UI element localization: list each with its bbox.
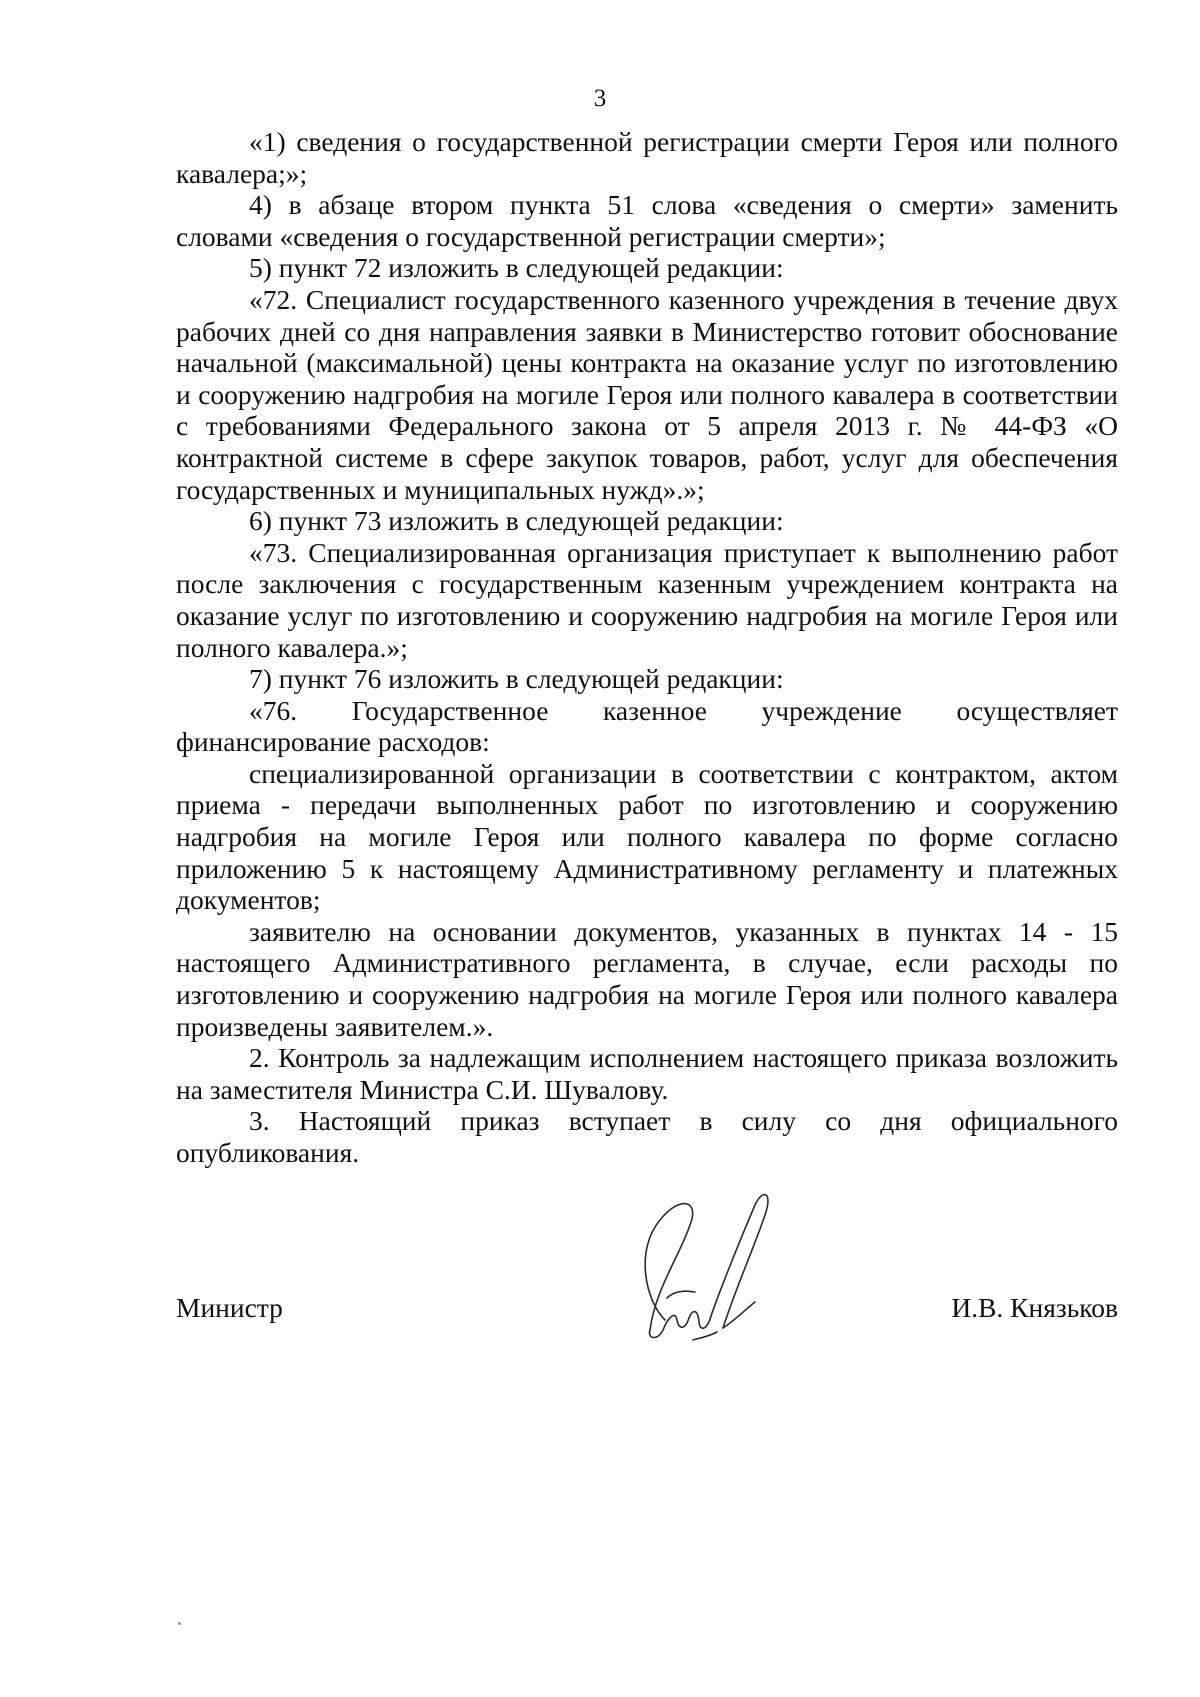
paragraph-9: специализированной организации в соответствии с контрактом, актом приема - передачи выполненных работ по изготовлению и сооружению надгробия на могиле Героя или полного кавалера по форме согласно приложению 5 к настоящему Административному регламенту и платежных документов; (176, 757, 1118, 916)
paragraph-7: 7) пункт 76 изложить в следующей редакции: (249, 663, 784, 695)
paragraph-4: «72. Специалист государственного казенного учреждения в течение двух рабочих дней со дня направления заявки в Министерство готовит обоснование начальной (максимальной) цены контракта на оказание услуг по изготовлению и сооружению надгробия на могиле Героя или полного кавалера в соответствии с требованиями Федерального закона от 5 апреля 2013 г. № 44-ФЗ «О контрактной системе в сфере закупок товаров, работ, услуг для обеспечения государственных и муниципальных нужд».»; (176, 283, 1118, 505)
signatory-name: И.В. Князьков (951, 1292, 1118, 1323)
page-number: 3 (593, 85, 607, 112)
scan-mark (178, 1622, 181, 1625)
paragraph-1: «1) сведения о государственной регистрации смерти Героя или полного кавалера;»; (176, 126, 1118, 189)
paragraph-3: 5) пункт 72 изложить в следующей редакции: (249, 252, 784, 284)
document-body (176, 126, 1118, 1169)
paragraph-2: 4) в абзаце втором пункта 51 слова «сведения о смерти» заменить словами «сведения о государственной регистрации смерти»; (176, 189, 1118, 252)
paragraph-10: заявителю на основании документов, указанных в пунктах 14 - 15 настоящего Административного регламента, в случае, если расходы по изготовлению и сооружению надгробия на могиле Героя или полного кавалера произведены заявителем.». (176, 915, 1118, 1042)
paragraph-11: 2. Контроль за надлежащим исполнением настоящего приказа возложить на заместителя Министра С.И. Шувалову. (176, 1042, 1118, 1105)
paragraph-5: 6) пункт 73 изложить в следующей редакции: (249, 505, 784, 537)
signature-block (176, 1292, 1118, 1332)
paragraph-8: «76. Государственное казенное учреждение осуществляет финансирование расходов: (176, 694, 1118, 758)
paragraph-6: «73. Специализированная организация приступает к выполнению работ после заключения с государственным казенным учреждением контракта на оказание услуг по изготовлению и сооружению надгробия на могиле Героя или полного кавалера.»; (176, 536, 1118, 663)
signatory-title: Министр (176, 1292, 283, 1323)
paragraph-12: 3. Настоящий приказ вступает в силу со дня официального опубликования. (176, 1105, 1118, 1168)
